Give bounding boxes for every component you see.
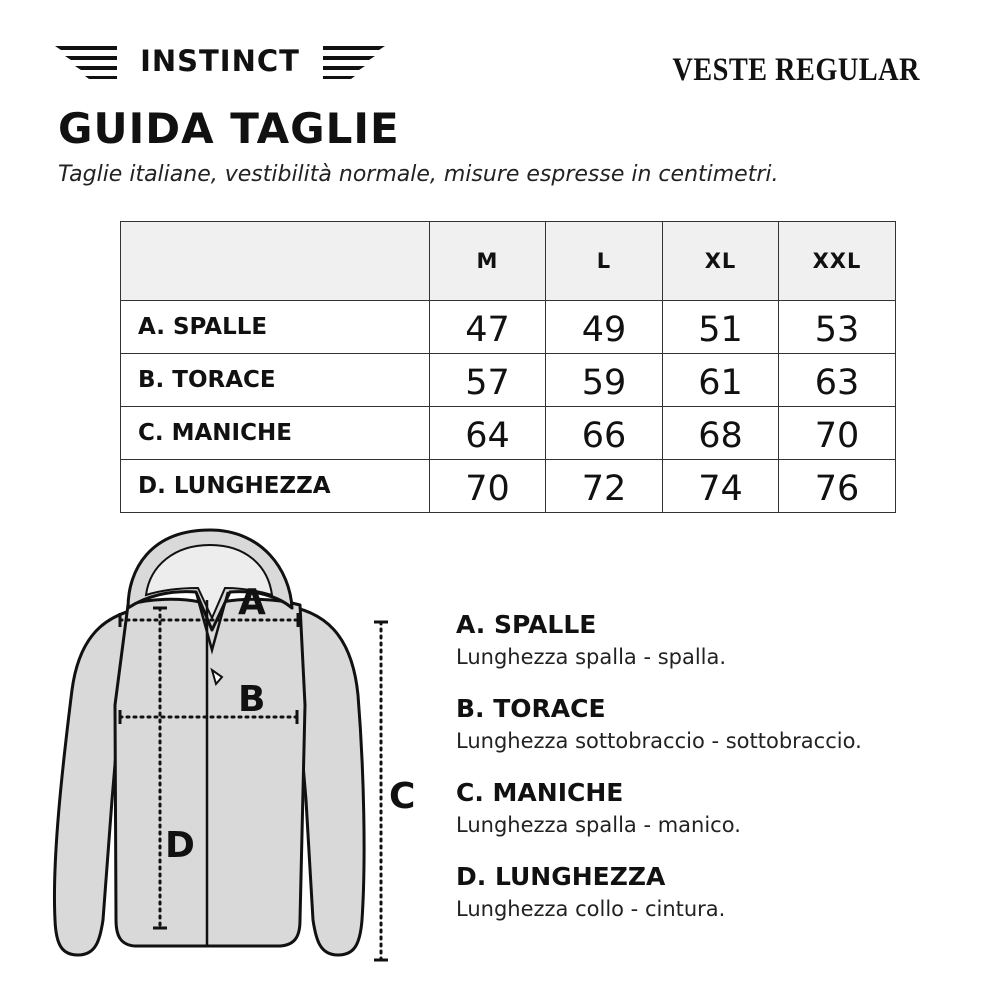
column-header: M bbox=[430, 222, 546, 301]
row-label: D. LUNGHEZZA bbox=[121, 460, 430, 513]
page-title: GUIDA TAGLIE bbox=[58, 104, 400, 153]
measure-legend bbox=[456, 608, 862, 944]
size-value: 57 bbox=[430, 354, 546, 407]
measure-label-a: A bbox=[238, 582, 266, 623]
brand-name: INSTINCT bbox=[140, 44, 300, 78]
size-value: 63 bbox=[779, 354, 896, 407]
legend-title: D. LUNGHEZZA bbox=[456, 862, 666, 891]
legend-item bbox=[456, 692, 862, 776]
legend-item bbox=[456, 776, 862, 860]
size-value: 61 bbox=[663, 354, 779, 407]
size-value: 59 bbox=[546, 354, 663, 407]
product-type: VESTE REGULAR bbox=[672, 52, 920, 88]
measure-label-c: C bbox=[389, 776, 416, 817]
size-value: 70 bbox=[779, 407, 896, 460]
size-value: 51 bbox=[663, 301, 779, 354]
size-value: 53 bbox=[779, 301, 896, 354]
legend-description: Lunghezza spalla - manico. bbox=[456, 813, 741, 837]
measure-label-d: D bbox=[165, 825, 195, 866]
table-header-row bbox=[121, 222, 896, 301]
row-label: B. TORACE bbox=[121, 354, 430, 407]
column-header: XL bbox=[663, 222, 779, 301]
measure-label-b: B bbox=[238, 679, 266, 720]
size-value: 70 bbox=[430, 460, 546, 513]
size-table bbox=[120, 221, 896, 513]
table-row bbox=[121, 354, 896, 407]
legend-item bbox=[456, 860, 862, 944]
legend-description: Lunghezza spalla - spalla. bbox=[456, 645, 727, 669]
size-value: 66 bbox=[546, 407, 663, 460]
table-row bbox=[121, 407, 896, 460]
size-value: 74 bbox=[663, 460, 779, 513]
row-label: C. MANICHE bbox=[121, 407, 430, 460]
logo-left-wing-icon bbox=[55, 40, 117, 82]
jacket-diagram bbox=[0, 500, 460, 980]
row-label: A. SPALLE bbox=[121, 301, 430, 354]
size-value: 64 bbox=[430, 407, 546, 460]
table-corner-cell bbox=[121, 222, 430, 301]
table-row bbox=[121, 301, 896, 354]
size-value: 72 bbox=[546, 460, 663, 513]
size-value: 47 bbox=[430, 301, 546, 354]
legend-item bbox=[456, 608, 862, 692]
legend-description: Lunghezza collo - cintura. bbox=[456, 897, 726, 921]
legend-title: B. TORACE bbox=[456, 694, 606, 723]
brand-logo bbox=[55, 40, 385, 82]
column-header: XXL bbox=[779, 222, 896, 301]
size-value: 49 bbox=[546, 301, 663, 354]
logo-right-wing-icon bbox=[323, 40, 385, 82]
legend-title: A. SPALLE bbox=[456, 610, 597, 639]
size-value: 76 bbox=[779, 460, 896, 513]
jacket-body bbox=[115, 599, 305, 946]
legend-description: Lunghezza sottobraccio - sottobraccio. bbox=[456, 729, 862, 753]
column-header: L bbox=[546, 222, 663, 301]
legend-title: C. MANICHE bbox=[456, 778, 624, 807]
size-value: 68 bbox=[663, 407, 779, 460]
page-subtitle: Taglie italiane, vestibilità normale, misure espresse in centimetri. bbox=[58, 162, 779, 187]
